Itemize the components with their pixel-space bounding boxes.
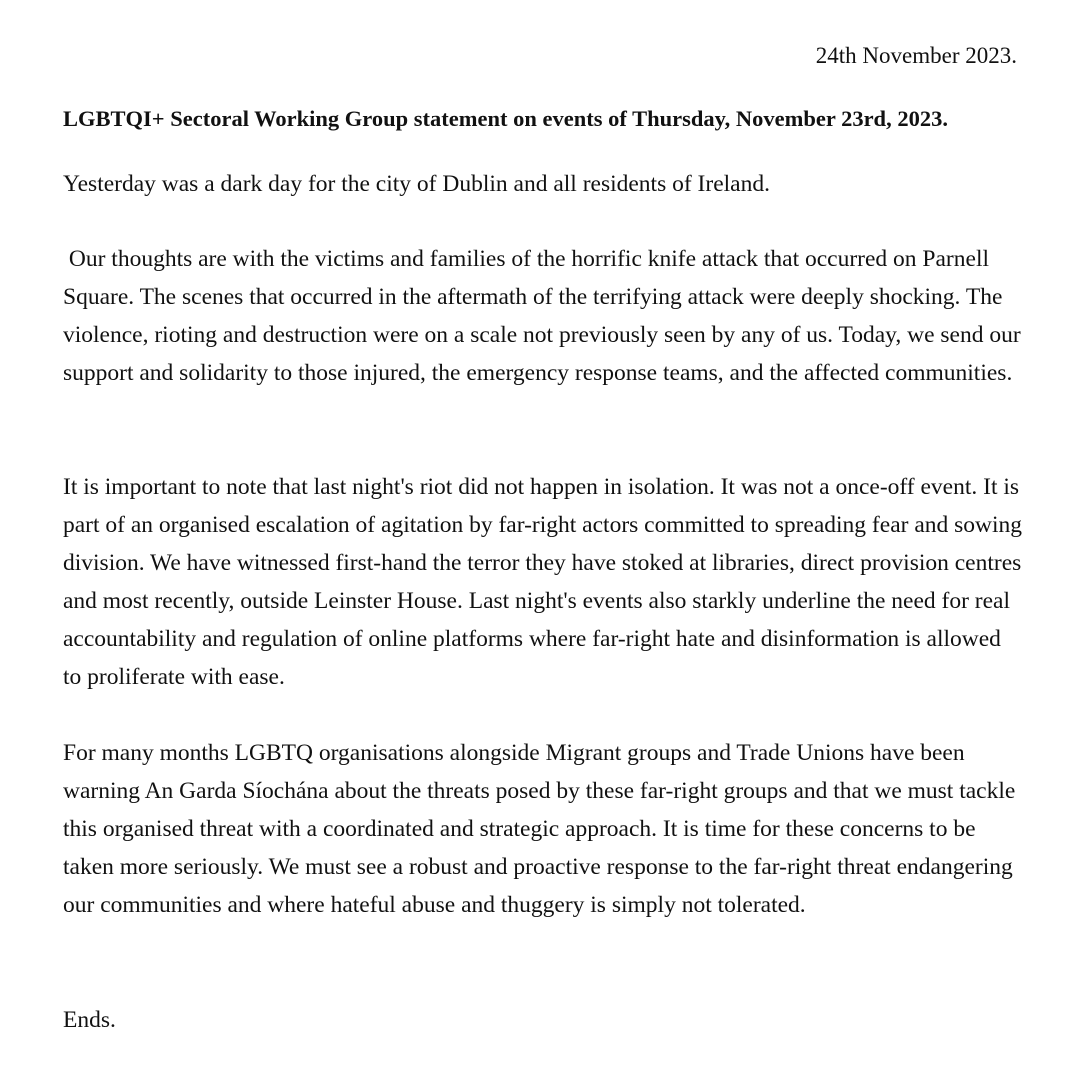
paragraph-thoughts: Our thoughts are with the victims and families of the horrific knife attack that occurred on Parnell Square. The scenes that occurred in the aftermath of the terrifying attack were deeply shocking. The violence, rioting and destruction were on a scale not previously seen by any of us. Today, we send our support and solidarity to those injured, the emergency response teams, and the affected communities. — [63, 246, 1021, 386]
paragraph-intro: Yesterday was a dark day for the city of Dublin and all residents of Ireland. — [63, 171, 770, 197]
paragraph-call-to-action: For many months LGBTQ organisations alongside Migrant groups and Trade Unions have been warning An Garda Síochána about the threats posed by these far-right groups and that we must tackle this organised threat with a coordinated and strategic approach. It is time for these concerns to be taken more seriously. We must see a robust and proactive response to the far-right threat endangering our communities and where hateful abuse and thuggery is simply not tolerated. — [63, 740, 1016, 918]
paragraph-ends: Ends. — [63, 1007, 116, 1033]
paragraph-context: It is important to note that last night's riot did not happen in isolation. It was not a once-off event. It is part of an organised escalation of agitation by far-right actors committed to spreading fear and sowing division. We have witnessed first-hand the terror they have stoked at libraries, direct provision centres and most recently, outside Leinster House. Last night's events also starkly underline the need for real accountability and regulation of online platforms where far-right hate and disinformation is allowed to proliferate with ease. — [63, 474, 1023, 690]
statement-date: 24th November 2023. — [815, 43, 1017, 68]
statement-heading: LGBTQI+ Sectoral Working Group statement on events of Thursday, November 23rd, 2023. — [63, 106, 948, 131]
